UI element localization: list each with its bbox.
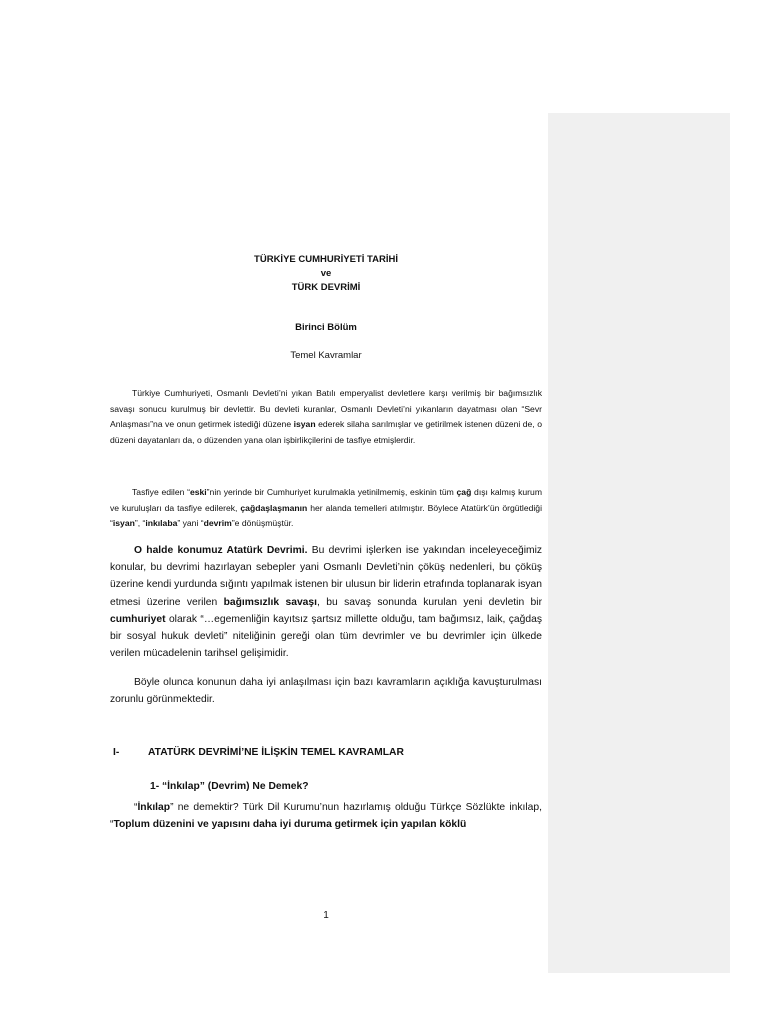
- bold-term: İnkılap: [137, 802, 171, 813]
- paragraph-text: ”nin yerinde bir Cumhuriyet kurulmakla yetinilmemiş, eskinin tüm: [206, 487, 457, 497]
- bold-term: isyan: [112, 518, 135, 528]
- bold-term: çağ: [456, 487, 472, 497]
- section-heading-text: ATATÜRK DEVRİMİ’NE İLİŞKİN TEMEL KAVRAMLAR: [148, 747, 404, 758]
- bold-term: Toplum düzenini ve yapısını daha iyi duruma getirmek için yapılan köklü: [113, 819, 467, 831]
- paragraph-text: olarak “…egemenliğin kayıtsız şartsız millette olduğu, tam bağımsız, laik, çağdaş bir sosyal hukuk devleti” niteliğinin gereği olan tüm devrimler ve bu devrimler için ülkede verilen mücadelenin tarihsel gelişimidir.: [110, 613, 542, 660]
- paragraph-3: [110, 542, 542, 662]
- paragraph-text: “: [134, 802, 138, 813]
- comment-margin-pane: [548, 113, 730, 973]
- bold-term: çağdaşlaşmanın: [240, 502, 308, 513]
- bold-term: inkılaba: [145, 518, 178, 528]
- bold-term: eski: [189, 487, 207, 497]
- paragraph-2: [110, 485, 542, 532]
- title-line-2: ve: [320, 268, 332, 279]
- paragraph-1: [110, 386, 542, 448]
- paragraph-text: ” ne demektir? Türk Dil Kurumu’nun hazırlamış olduğu Türkçe Sözlükte inkılap, “: [110, 802, 542, 831]
- bold-term: isyan: [293, 419, 316, 429]
- paragraph-text: Bu devrimi işlerken ise yakından inceleyeceğimiz konular, bu devrimi hazırlayan sebepler yani Osmanlı Devleti’nin çöküş nedenleri, bu çöküş üzerine kendi yurdunda sığıntı yapılmak istenen bir ulusun bir liderin etrafında toplanarak isyan etmesi üzerine verilen: [110, 545, 542, 608]
- paragraph-text: her alanda temelleri atılmıştır. Böylece Atatürk’ün örgütlediği “: [110, 502, 542, 528]
- paragraph-text: ”e dönüşmüştür.: [231, 518, 294, 528]
- bold-term: bağımsızlık savaşı: [223, 596, 317, 608]
- bold-term: cumhuriyet: [110, 613, 166, 625]
- paragraph-text: ederek silaha sarılmışlar ve getirilmek istenen düzeni de, o düzeni dayatanları da, o düzenden yana olan işbirlikçilerini de tasfiye etmişlerdir.: [110, 419, 542, 445]
- paragraph-5: [110, 799, 542, 833]
- paragraph-text: Böyle olunca konunun daha iyi anlaşılması için bazı kavramların açıklığa kavuşturulması zorunlu görünmektedir.: [110, 677, 542, 706]
- paragraph-text: Türkiye Cumhuriyeti, Osmanlı Devleti’ni yıkan Batılı emperyalist devletlere karşı verilmiş bir bağımsızlık savaşı sonucu kurulmuş bir devlettir. Bu devleti kuranlar, Osmanlı Devleti’ni yıkanların dayatması olan “Sevr Anlaşması”na ve onun getirmek istediği düzene: [110, 388, 542, 429]
- bold-term: devrim: [203, 518, 232, 528]
- document-page: [110, 0, 542, 1024]
- section-number: I-: [113, 747, 120, 758]
- paragraph-4: [110, 674, 542, 708]
- paragraph-text: ”, “: [134, 518, 146, 528]
- chapter-title: Birinci Bölüm: [295, 322, 357, 333]
- chapter-subtitle: Temel Kavramlar: [290, 350, 362, 361]
- paragraph-text: , bu savaş sonunda kurulan yeni devletin bir: [316, 596, 542, 608]
- bold-term: O halde konumuz Atatürk Devrimi.: [134, 545, 308, 556]
- subsection-heading: 1- “İnkılap” (Devrim) Ne Demek?: [150, 781, 309, 792]
- document-title: [110, 253, 542, 295]
- paragraph-text: Tasfiye edilen “: [132, 487, 190, 497]
- title-line-3: TÜRK DEVRİMİ: [291, 282, 361, 293]
- page-number: 1: [323, 910, 329, 921]
- paragraph-text: ” yani “: [177, 518, 204, 528]
- title-line-1: TÜRKİYE CUMHURİYETİ TARİHİ: [254, 254, 398, 265]
- paragraph-text: dışı kalmış kurum ve kuruluşları da tasfiye edilerek,: [110, 487, 542, 513]
